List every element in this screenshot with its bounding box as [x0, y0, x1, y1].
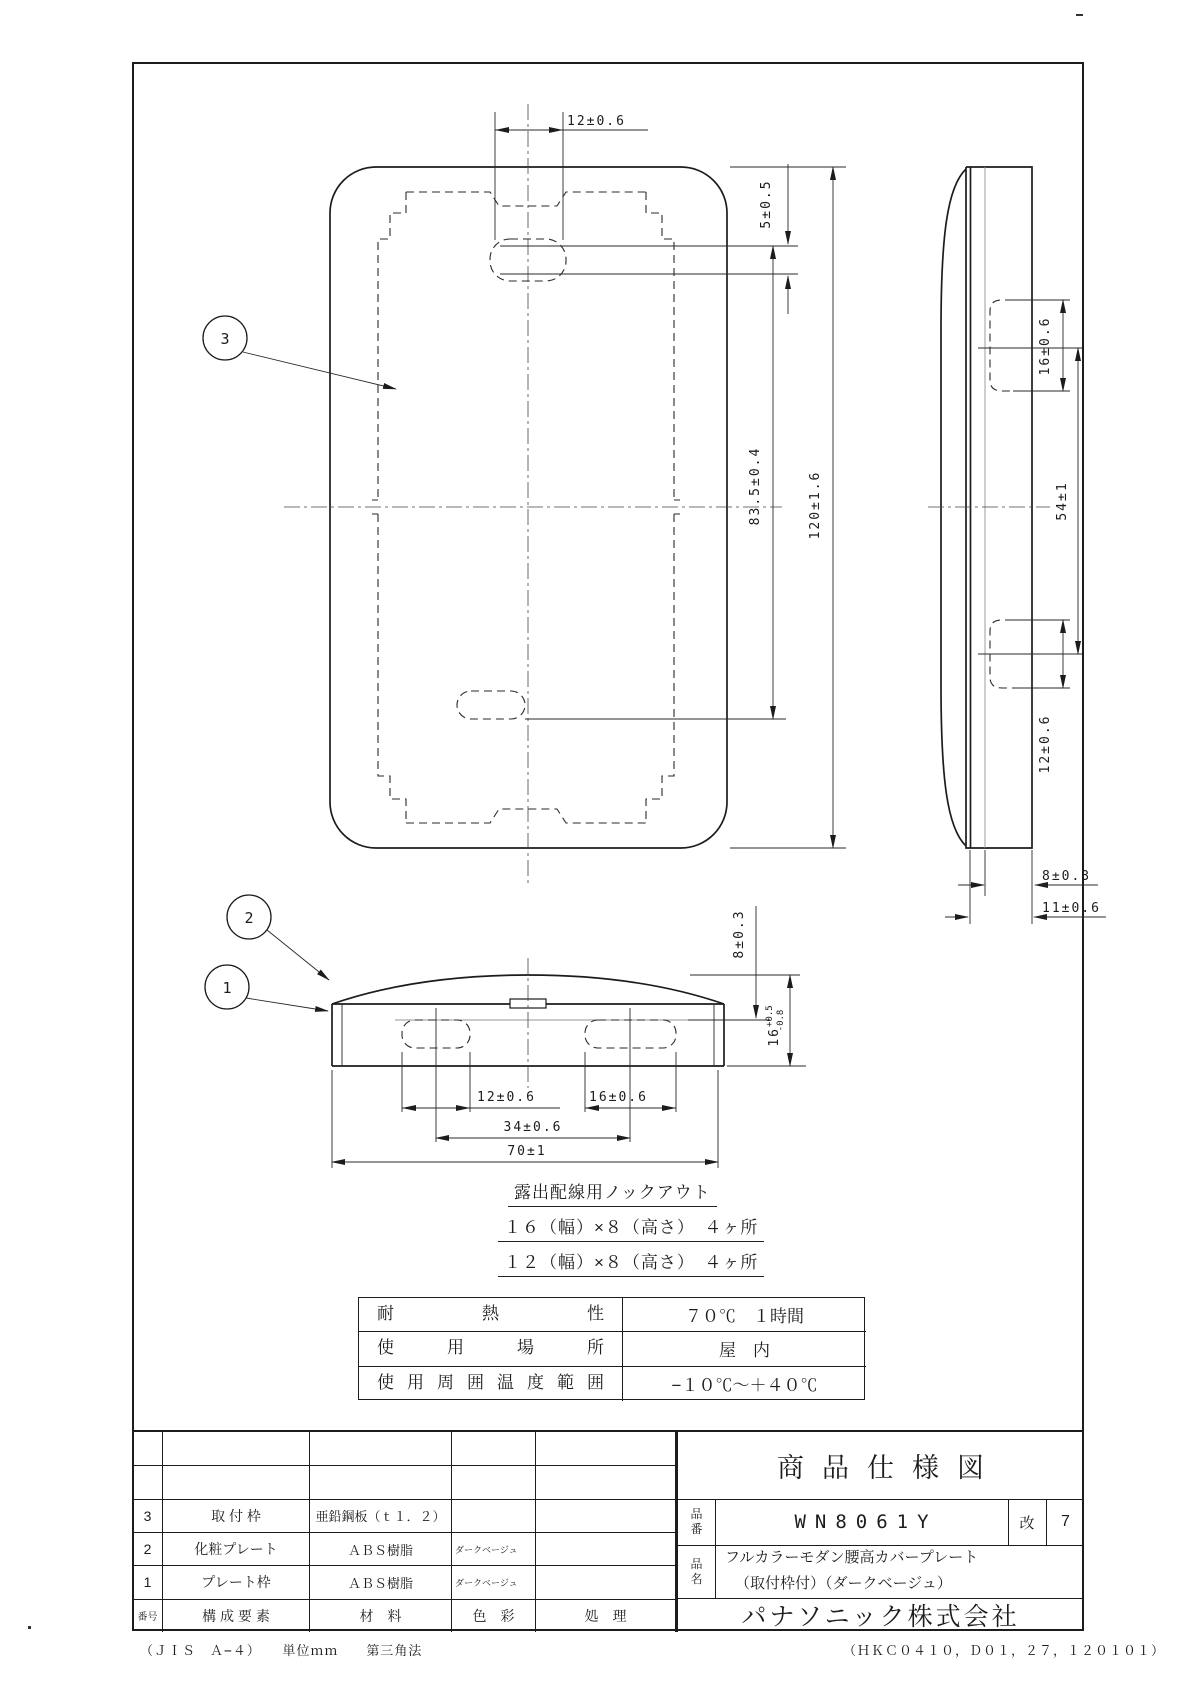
part-3-color: [452, 1499, 536, 1532]
parts-header-no: 番号: [133, 1599, 163, 1632]
title-block: [133, 1430, 1083, 1630]
spec-table: [358, 1297, 865, 1400]
dim-side-ko-pitch: 54±1: [1055, 481, 1070, 521]
dim-front-total-height: 120±1.6: [808, 470, 823, 540]
revision-label: 改: [1019, 1514, 1035, 1532]
part-1-color: ダークベージュ: [452, 1565, 536, 1598]
part-2-component: 化粧プレート: [163, 1532, 310, 1565]
part-2-color: ダークベージュ: [452, 1532, 536, 1565]
spec-value-heat: ７０℃ １時間: [623, 1298, 866, 1332]
knockout-note-line1: １６（幅）×８（高さ） ４ヶ所: [498, 1211, 764, 1242]
parts-header-finish: 処 理: [536, 1599, 676, 1632]
dim-bottom-width: 70±1: [507, 1144, 547, 1159]
spec-value-temp: −１０℃～＋４０℃: [671, 1376, 818, 1396]
side-view: [928, 167, 1082, 924]
title-block-right: [676, 1432, 1083, 1632]
product-name: フルカラーモダン腰高カバープレート （取付枠付）（ダークベージュ）: [725, 1549, 979, 1592]
part-2-finish: [536, 1532, 676, 1565]
bottom-view: [332, 958, 806, 1168]
dim-bottom-ko-16: 16±0.6: [589, 1090, 648, 1105]
doc-title: 商品仕様図: [777, 1453, 1002, 1483]
footer-standard-note: （ＪＩＳ Ａ−４） 単位ｍｍ 第三角法: [140, 1644, 423, 1659]
dim-side-ko-bottom: 12±0.6: [1038, 714, 1053, 774]
dim-bottom-total-height: $16^{+0.5}-0.8$: [765, 1005, 786, 1047]
part-no-label: 品 番: [690, 1507, 703, 1536]
knockout-note-title: 露出配線用ノックアウト: [508, 1176, 717, 1207]
revision-number: 7: [1061, 1513, 1070, 1530]
part-3-finish: [536, 1499, 676, 1532]
spec-label-temp: 使 用 周 囲 温 度 範 囲: [359, 1367, 623, 1401]
parts-table: [133, 1432, 676, 1632]
parts-header-material: 材 料: [310, 1599, 452, 1632]
knockout-note: [498, 1176, 798, 1281]
knockout-note-line2: １２（幅）×８（高さ） ４ヶ所: [498, 1246, 764, 1277]
parts-header-color: 色 彩: [452, 1599, 536, 1632]
part-1-component: プレート枠: [163, 1565, 310, 1598]
dim-front-slot-height: 5±0.5: [759, 179, 774, 229]
dim-side-ko-top: 16±0.6: [1038, 316, 1053, 376]
spec-value-place: 屋 内: [623, 1332, 866, 1366]
page-mark-top: [1076, 14, 1083, 16]
front-view: [284, 104, 798, 884]
dim-side-depth-total: 11±0.6: [1042, 901, 1101, 916]
balloon-3-label: 3: [220, 330, 230, 348]
part-3-material: 亜鉛鋼板（ｔ１．２）: [310, 1499, 452, 1532]
spec-label-place: 使 用 場 所: [359, 1332, 623, 1366]
part-1-no: 1: [133, 1565, 163, 1598]
part-2-material: ＡＢＳ樹脂: [310, 1532, 452, 1565]
page-mark-bottom: [28, 1626, 31, 1629]
dim-bottom-cover-height: 8±0.3: [732, 909, 747, 959]
part-3-no: 3: [133, 1499, 163, 1532]
dim-front-top-width: 12±0.6: [567, 114, 626, 129]
callout-balloons: [203, 316, 396, 1011]
dim-bottom-ko-pitch: 34±0.6: [503, 1120, 563, 1135]
part-2-no: 2: [133, 1532, 163, 1565]
dim-bottom-ko-12: 12±0.6: [477, 1090, 536, 1105]
part-1-finish: [536, 1565, 676, 1598]
balloon-2-label: 2: [244, 909, 254, 927]
part-number: WN8061Y: [794, 1511, 938, 1533]
spec-label-heat: 耐 熱 性: [359, 1298, 623, 1332]
balloon-1-label: 1: [222, 979, 232, 997]
footer-doc-code: （ＨＫＣ０４１０，Ｄ０１，２７，１２０１０１）: [843, 1644, 1166, 1659]
part-1-material: ＡＢＳ樹脂: [310, 1565, 452, 1598]
company-name: パナソニック株式会社: [741, 1603, 1020, 1631]
dim-front-opening-height: 83.5±0.4: [748, 446, 763, 526]
part-3-component: 取 付 枠: [163, 1499, 310, 1532]
parts-header-component: 構 成 要 素: [163, 1599, 310, 1632]
product-name-label: 品 名: [690, 1556, 703, 1586]
dim-side-depth-inner: 8±0.3: [1042, 869, 1092, 884]
